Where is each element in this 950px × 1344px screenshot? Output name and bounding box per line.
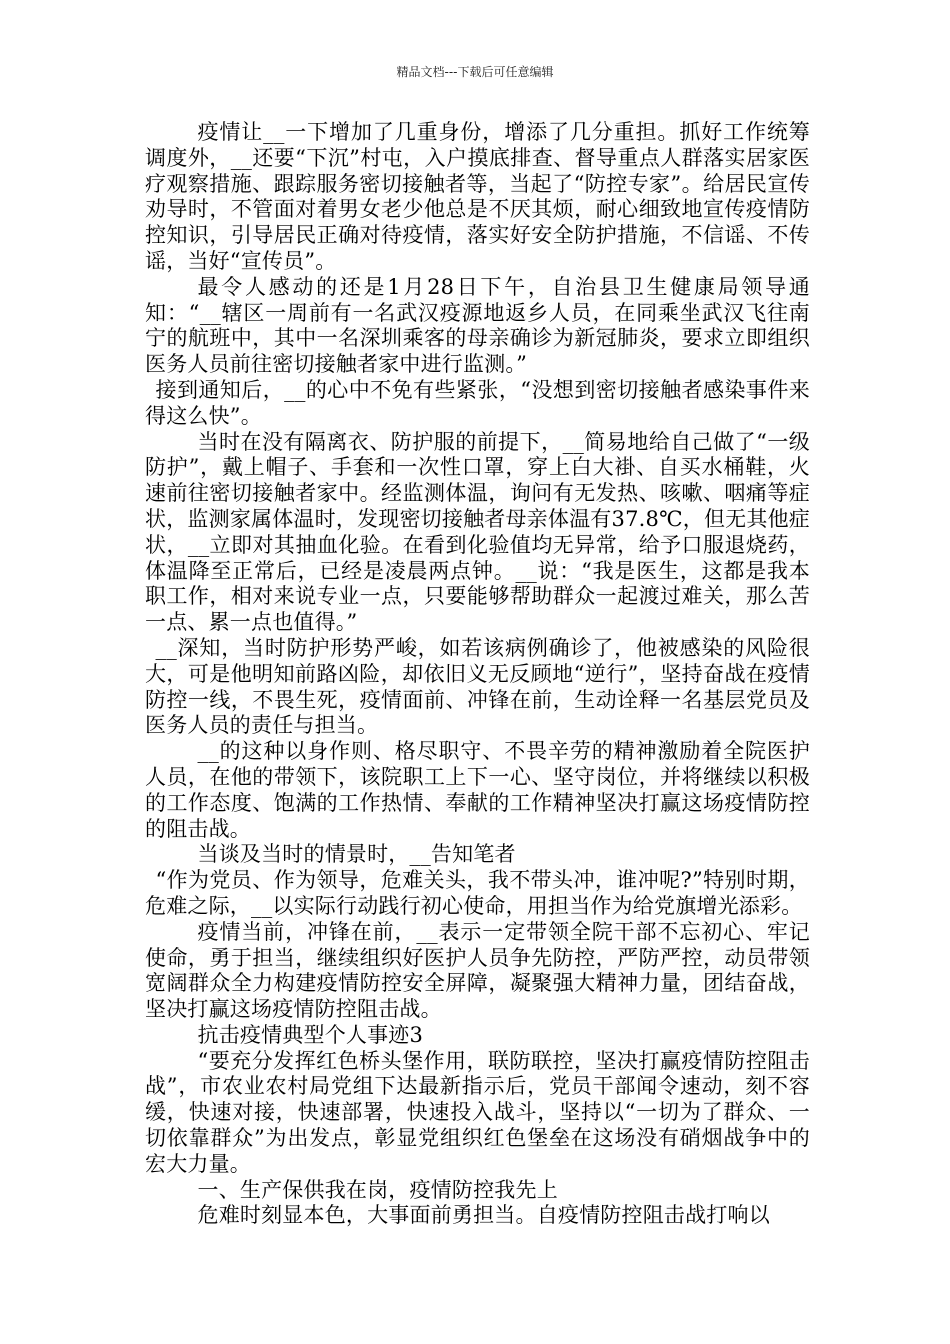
section-subheading: 一、生产保供我在岗，疫情防控我先上 — [197, 1177, 558, 1202]
paragraph: “要充分发挥红色桥头堡作用，联防联控，坚决打赢疫情防控阻击战”，市农业农村局党组下达最新指示后，党员干部闻令速动，刻不容缓，快速对接，快速部署，快速投入战斗，坚持以“一切为了群众、一切依靠群众”为出发点，彰显党组织红色堡垒在这场没有硝烟战争中的宏大力量。 — [145, 1048, 810, 1176]
paragraph: 接到通知后，__的心中不免有些紧张，“没想到密切接触者感染事件来得这么快”。 — [145, 377, 810, 428]
section-heading: 抗击疫情典型个人事迹3 — [197, 1022, 424, 1047]
paragraph: __的这种以身作则、格尽职守、不畏辛劳的精神激励着全院医护人员，在他的带领下，该院职工上下一心、坚守岗位，并将继续以积极的工作态度、饱满的工作热情、奉献的工作精神坚决打赢这场疫情防控的阻击战。 — [145, 739, 810, 841]
document-body — [145, 120, 810, 1229]
paragraph: 最令人感动的还是1月28日下午，自治县卫生健康局领导通知：“__辖区一周前有一名武汉疫源地返乡人员，在同乘坐武汉飞往南宁的航班中，其中一名深圳乘客的母亲确诊为新冠肺炎，要求立即组织医务人员前往密切接触者家中进行监测。” — [145, 274, 810, 377]
paragraph: “作为党员、作为领导，危难关头，我不带头冲，谁冲呢?”特别时期，危难之际，__以实际行动践行初心使命，用担当作为给党旗增光添彩。 — [145, 868, 810, 918]
paragraph: 当谈及当时的情景时，__告知笔者 — [197, 842, 516, 867]
paragraph: 疫情让__一下增加了几重身份，增添了几分重担。抓好工作统筹调度外，__还要“下沉”村屯，入户摸底排查、督导重点人群落实居家医疗观察措施、跟踪服务密切接触者等，当起了“防控专家”。给居民宣传劝导时，不管面对着男女老少他总是不厌其烦，耐心细致地宣传疫情防控知识，引导居民正确对待疫情，落实好安全防护措施，不信谣、不传谣，当好“宣传员”。 — [145, 120, 810, 273]
page-header: 精品文档---下载后可任意编辑 — [396, 65, 554, 79]
paragraph: __深知，当时防护形势严峻，如若该病例确诊了，他被感染的风险很大，可是他明知前路凶险，却依旧义无反顾地“逆行”，坚持奋战在疫情防控一线，不畏生死，疫情面前、冲锋在前，生动诠释一名基层党员及医务人员的责任与担当。 — [145, 635, 810, 738]
paragraph: 疫情当前，冲锋在前，__表示一定带领全院干部不忘初心、牢记使命，勇于担当，继续组织好医护人员争先防控，严防严控，动员带领宽阔群众全力构建疫情防控安全屏障，凝聚强大精神力量，团结奋战，坚决打赢这场疫情防控阻击战。 — [145, 919, 810, 1022]
paragraph: 当时在没有隔离衣、防护服的前提下，__简易地给自己做了“一级防护”，戴上帽子、手套和一次性口罩，穿上白大褂、自买水桶鞋，火速前往密切接触者家中。经监测体温，询问有无发热、咳嗽、咽痛等症状，监测家属体温时，发现密切接触者母亲体温有37.8℃，但无其他症状，__立即对其抽血化验。在看到化验值均无异常，给予口服退烧药，体温降至正常后，已经是凌晨两点钟。__说：“我是医生，这都是我本职工作，相对来说专业一点，只要能够帮助群众一起渡过难关，那么苦一点、累一点也值得。” — [145, 429, 810, 635]
paragraph: 危难时刻显本色，大事面前勇担当。自疫情防控阻击战打响以 — [197, 1203, 770, 1228]
